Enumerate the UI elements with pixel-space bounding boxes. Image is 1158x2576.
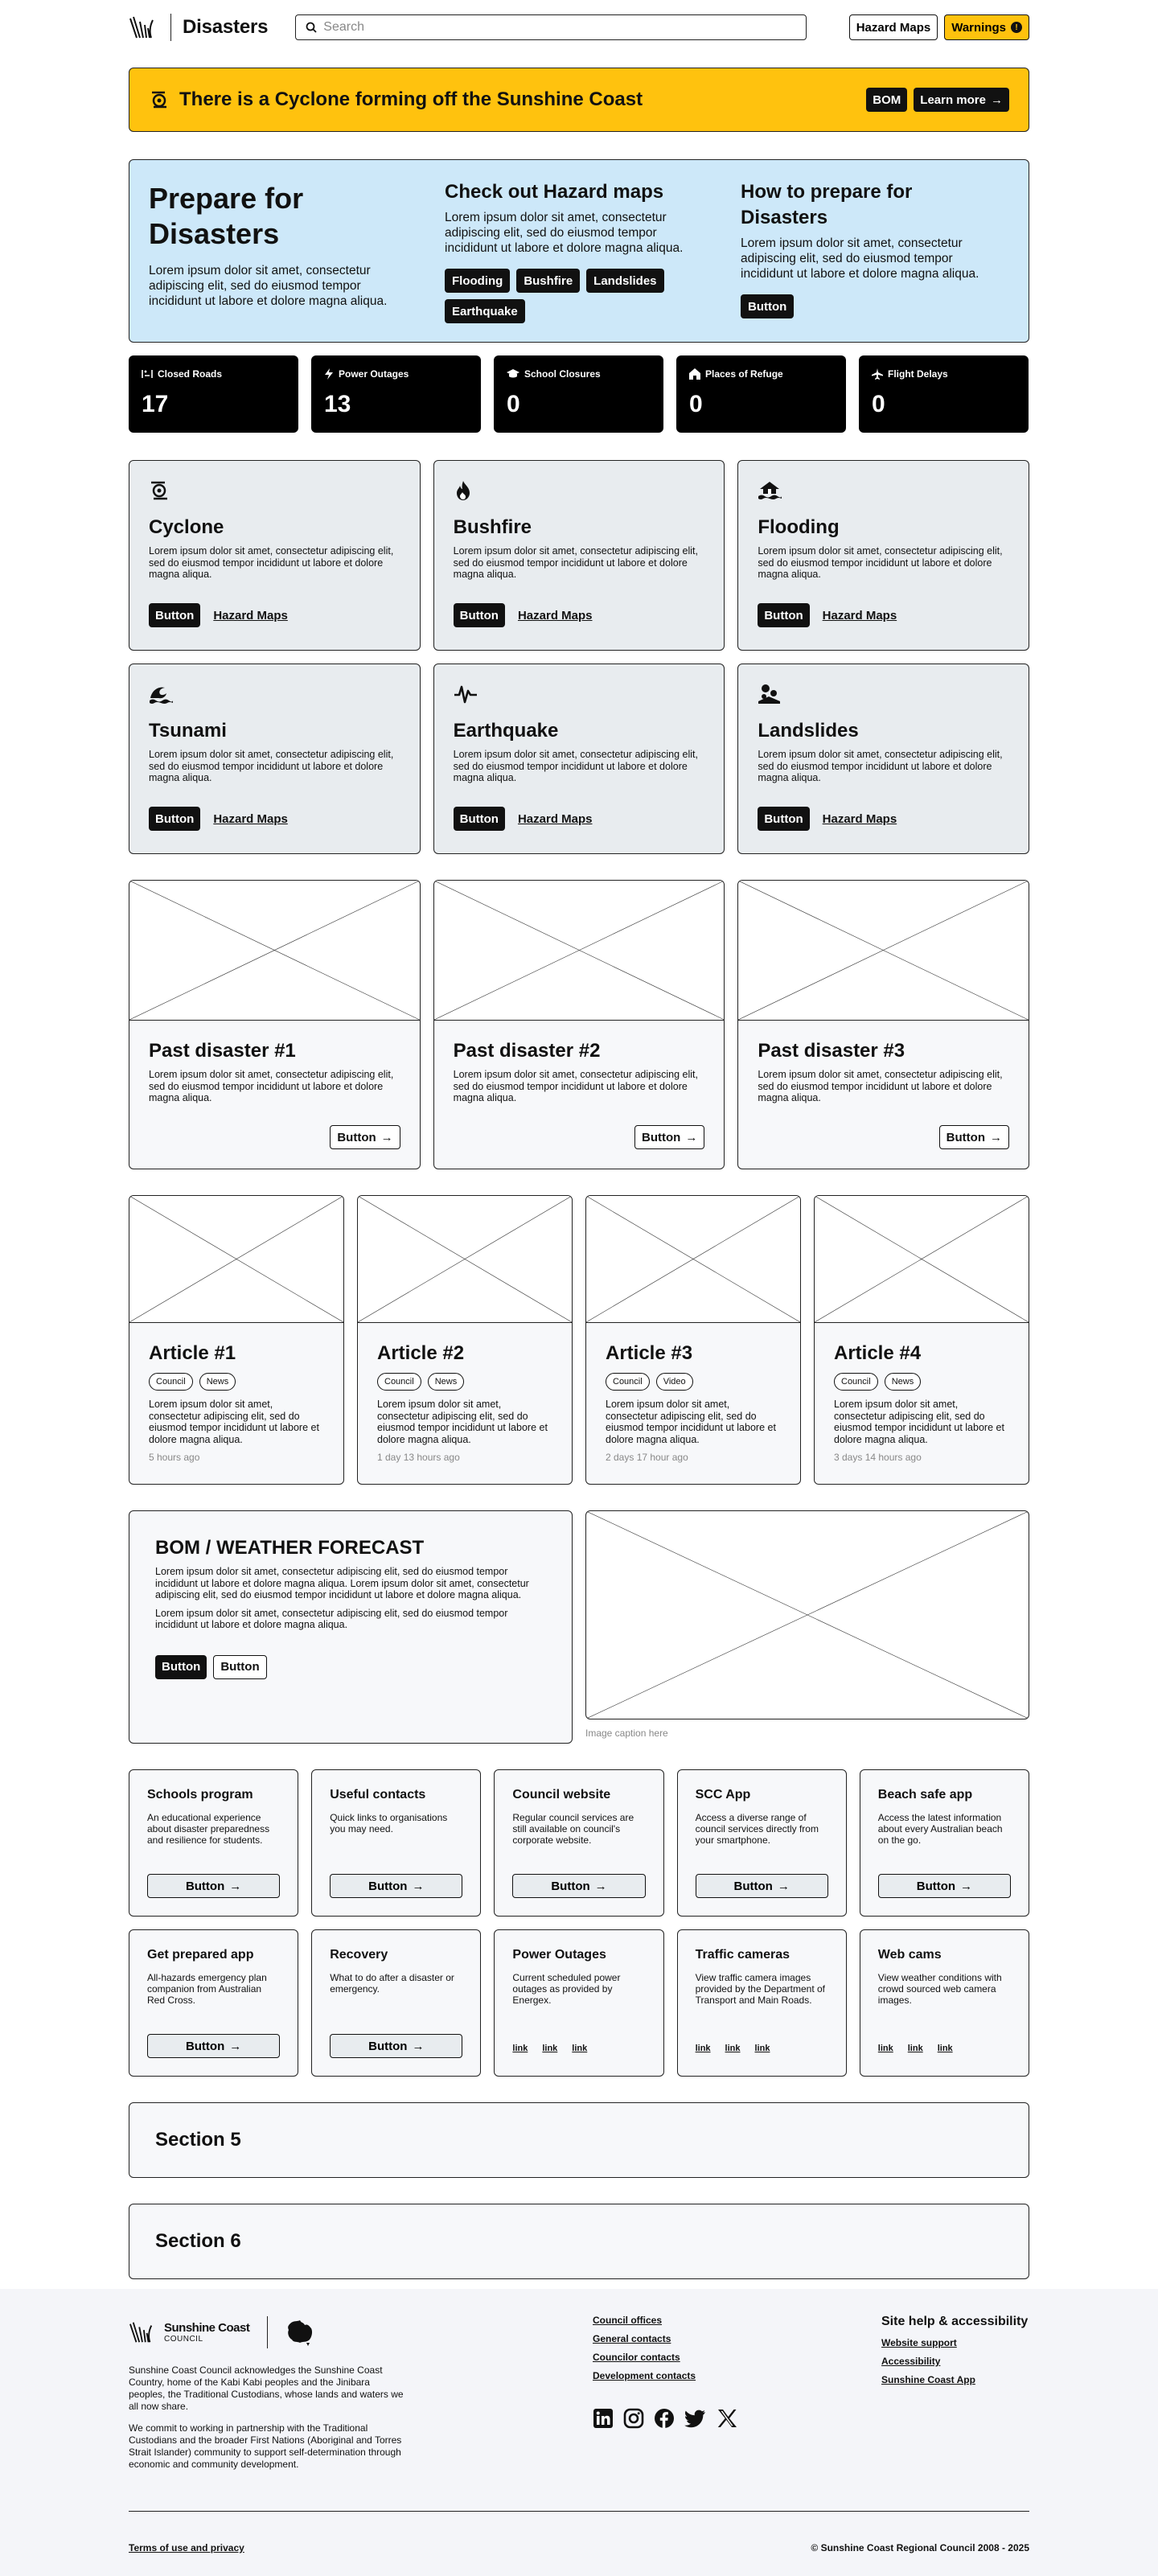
resource-card-scc-app — [677, 1769, 847, 1917]
footer-logo-sub: COUNCIL — [164, 2335, 203, 2344]
hazard-desc: Lorem ipsum dolor sit amet, consectetur adipiscing elit, sed do eiusmod tempor incididunt ut labore et dolore magna aliqua. — [758, 545, 1003, 580]
stat-places-of-refuge[interactable] — [676, 355, 846, 433]
arrow-right-icon: → — [229, 2039, 242, 2053]
hazard-desc: Lorem ipsum dolor sit amet, consectetur adipiscing elit, sed do eiusmod tempor incididunt ut labore et dolore magna aliqua. — [149, 749, 394, 783]
resource-desc: All-hazards emergency plan companion from Australian Red Cross. — [147, 1972, 267, 2006]
stat-label: Closed Roads — [158, 368, 223, 380]
landslide-icon — [758, 684, 782, 705]
article-desc: Lorem ipsum dolor sit amet, consectetur adipiscing elit, sed do eiusmod tempor incididunt ut labore et dolore magna aliqua. — [149, 1399, 319, 1445]
bom-button[interactable]: BOM — [866, 88, 907, 112]
warnings-label: Warnings — [951, 20, 1006, 35]
image-placeholder — [586, 1196, 800, 1323]
article-tag[interactable]: Council — [377, 1373, 421, 1391]
past-disasters-grid — [129, 880, 1029, 1169]
stat-label: School Closures — [524, 368, 601, 380]
alert-text: There is a Cyclone forming off the Sunshine Coast — [179, 88, 643, 110]
how-to-prepare-title: How to prepare for Disasters — [741, 181, 913, 228]
footer-help-links — [881, 2315, 1028, 2393]
button-label: Button — [733, 1879, 773, 1893]
resource-desc: View weather conditions with crowd sourced web camera images. — [877, 1972, 1002, 2006]
arrow-right-icon: → — [989, 1130, 1002, 1144]
resource-button[interactable] — [330, 2034, 462, 2058]
resource-link[interactable]: link — [937, 2044, 953, 2053]
hazard-desc: Lorem ipsum dolor sit amet, consectetur adipiscing elit, sed do eiusmod tempor incididunt ut labore et dolore magna aliqua. — [758, 749, 1003, 783]
resource-title: Power Outages — [512, 1948, 606, 1962]
how-to-prepare-button[interactable]: Button — [741, 294, 794, 318]
bom-image-placeholder — [585, 1510, 1029, 1719]
button-label: Button — [916, 1879, 956, 1893]
council-logo-icon — [129, 2319, 156, 2345]
footer-link-council-offices[interactable]: Council offices — [593, 2315, 663, 2326]
resource-card-schools-program — [129, 1769, 298, 1917]
past-disaster-button[interactable] — [330, 1125, 400, 1149]
article-tag[interactable]: News — [428, 1373, 465, 1391]
prepare-title: Prepare for Disasters — [149, 182, 304, 250]
twitter-icon[interactable] — [684, 2408, 707, 2429]
hazard-desc: Lorem ipsum dolor sit amet, consectetur adipiscing elit, sed do eiusmod tempor incididunt ut labore et dolore magna aliqua. — [453, 545, 698, 580]
resource-link[interactable]: link — [877, 2044, 893, 2053]
article-time: 5 hours ago — [149, 1452, 200, 1463]
article-title: Article #2 — [377, 1342, 465, 1364]
button-label: Button — [185, 2039, 225, 2053]
resource-card-beach-safe-app — [860, 1769, 1029, 1917]
article-title: Article #1 — [149, 1342, 236, 1364]
resource-title: Council website — [512, 1788, 611, 1802]
hazard-title: Earthquake — [453, 720, 559, 742]
past-disaster-card — [433, 880, 725, 1169]
footer-link-development-contacts[interactable]: Development contacts — [593, 2370, 696, 2381]
warnings-button[interactable] — [944, 14, 1029, 40]
tag-flooding[interactable]: Flooding — [445, 269, 510, 293]
resource-card-web-cams — [860, 1929, 1029, 2077]
cyclone-icon — [149, 480, 173, 501]
hazard-maps-link[interactable]: Hazard Maps — [213, 608, 288, 622]
arrow-right-icon: → — [960, 1879, 973, 1893]
arrow-right-icon: → — [777, 1879, 790, 1893]
bom-paragraph: Lorem ipsum dolor sit amet, consectetur adipiscing elit, sed do eiusmod tempor incididunt ut labore et dolore magna aliqua. Lorem ipsum dolor sit amet, consectetur adipiscing elit, sed do eiusmod tempor incididunt ut labore et dolore magna aliqua. — [155, 1566, 529, 1600]
image-placeholder — [129, 881, 420, 1021]
resource-link[interactable]: link — [512, 2044, 528, 2053]
resource-desc: Quick links to organisations you may need. — [330, 1812, 448, 1834]
hazard-title: Landslides — [758, 720, 859, 742]
article-time: 3 days 14 hours ago — [834, 1452, 922, 1463]
site-title[interactable]: Disasters — [183, 16, 269, 38]
arrow-right-icon: → — [380, 1130, 393, 1144]
bom-primary-button[interactable]: Button — [155, 1655, 207, 1679]
hazard-card-flooding — [737, 460, 1029, 651]
resource-link[interactable]: link — [754, 2044, 770, 2053]
hazard-maps-link[interactable]: Hazard Maps — [517, 608, 593, 622]
arrow-right-icon: → — [229, 1879, 242, 1893]
article-card[interactable] — [814, 1195, 1029, 1485]
articles-grid — [129, 1195, 1029, 1485]
stat-value: 0 — [872, 391, 885, 417]
article-time: 1 day 13 hours ago — [377, 1452, 460, 1463]
article-card[interactable] — [129, 1195, 344, 1485]
arrow-right-icon: → — [412, 1879, 425, 1893]
australia-crest-icon — [285, 2319, 314, 2346]
hazard-card-landslides — [737, 664, 1029, 854]
button-label: Button — [551, 1879, 590, 1893]
resource-desc: An educational experience about disaster preparedness and resilience for students. — [147, 1812, 270, 1846]
hazard-button[interactable]: Button — [454, 807, 505, 831]
learn-more-label: Learn more — [920, 92, 986, 107]
terms-link[interactable]: Terms of use and privacy — [129, 2542, 244, 2553]
tag-landslides[interactable]: Landslides — [586, 269, 663, 293]
site-footer — [0, 2289, 1158, 2576]
prepare-body: Lorem ipsum dolor sit amet, consectetur adipiscing elit, sed do eiusmod tempor incididunt ut labore et dolore magna aliqua. — [149, 264, 388, 308]
header-divider — [170, 14, 171, 41]
resource-desc: Regular council services are still available on council's corporate website. — [512, 1812, 634, 1846]
hazard-title: Cyclone — [149, 516, 224, 538]
cyclone-icon — [149, 89, 170, 110]
article-tag[interactable]: Council — [149, 1373, 193, 1391]
footer-logo[interactable] — [129, 2316, 314, 2348]
x-icon[interactable] — [717, 2408, 737, 2429]
resource-desc: What to do after a disaster or emergency. — [330, 1972, 454, 1995]
hazard-maps-link[interactable]: Hazard Maps — [517, 811, 593, 826]
section-6: Section 6 — [129, 2204, 1029, 2279]
stat-school-closures[interactable] — [494, 355, 663, 433]
hazard-button[interactable]: Button — [149, 603, 200, 627]
tag-earthquake[interactable]: Earthquake — [445, 299, 525, 323]
article-tag[interactable]: News — [199, 1373, 236, 1391]
past-disaster-button[interactable] — [634, 1125, 704, 1149]
button-label: Button — [337, 1130, 376, 1144]
site-header — [129, 0, 1029, 55]
hazard-title: Bushfire — [453, 516, 532, 538]
resource-button[interactable] — [878, 1874, 1011, 1898]
article-card[interactable] — [585, 1195, 801, 1485]
footer-link-sunshine-coast-app[interactable]: Sunshine Coast App — [881, 2374, 975, 2385]
bom-title: BOM / WEATHER FORECAST — [155, 1537, 425, 1559]
resource-card-useful-contacts — [311, 1769, 481, 1917]
resource-button[interactable] — [147, 1874, 280, 1898]
search-input[interactable] — [323, 20, 796, 35]
stat-value: 0 — [507, 391, 520, 417]
past-disaster-title: Past disaster #3 — [758, 1040, 905, 1062]
section-5: Section 5 — [129, 2102, 1029, 2178]
resource-link[interactable]: link — [907, 2044, 923, 2053]
image-placeholder — [358, 1196, 572, 1323]
hazard-maps-title: Check out Hazard maps — [445, 181, 664, 203]
lightning-icon — [324, 368, 334, 380]
resource-desc: Current scheduled power outages as provided by Energex. — [512, 1972, 621, 2006]
bom-paragraph: Lorem ipsum dolor sit amet, consectetur adipiscing elit, sed do eiusmod tempor incididunt ut labore et dolore magna aliqua. — [155, 1607, 508, 1630]
article-desc: Lorem ipsum dolor sit amet, consectetur adipiscing elit, sed do eiusmod tempor incididunt ut labore et dolore magna aliqua. — [606, 1399, 776, 1445]
search-bar[interactable] — [295, 14, 807, 40]
image-placeholder — [815, 1196, 1029, 1323]
stat-closed-roads[interactable] — [129, 355, 298, 433]
resource-title: Schools program — [147, 1788, 253, 1802]
resource-card-council-website — [494, 1769, 663, 1917]
footer-divider — [129, 2511, 1029, 2512]
hazard-maps-body: Lorem ipsum dolor sit amet, consectetur adipiscing elit, sed do eiusmod tempor incididunt ut labore et dolore magna aliqua. — [445, 211, 684, 255]
hazard-desc: Lorem ipsum dolor sit amet, consectetur adipiscing elit, sed do eiusmod tempor incididunt ut labore et dolore magna aliqua. — [149, 545, 394, 580]
hazard-title: Flooding — [758, 516, 840, 538]
instagram-icon[interactable] — [623, 2408, 644, 2429]
button-label: Button — [185, 1879, 225, 1893]
resource-link[interactable]: link — [572, 2044, 588, 2053]
resource-button[interactable] — [512, 1874, 645, 1898]
commitment-text: We commit to working in partnership with the Traditional Custodians and the broader First Nations (Aboriginal and Torres Strait Islander) community to support self-determination through economic and community development. — [129, 2422, 402, 2470]
stat-value: 0 — [689, 391, 703, 417]
hazard-button[interactable]: Button — [758, 807, 809, 831]
resource-title: Beach safe app — [877, 1788, 973, 1802]
resource-desc: Access a diverse range of council services directly from your smartphone. — [695, 1812, 819, 1846]
linkedin-icon[interactable] — [593, 2408, 614, 2429]
arrow-right-icon: → — [685, 1130, 698, 1144]
arrow-right-icon: → — [412, 2039, 425, 2053]
fire-icon — [454, 480, 478, 501]
footer-logo-name: Sunshine Coast — [164, 2321, 250, 2335]
shelter-icon — [689, 368, 700, 380]
warning-icon: ! — [1011, 22, 1022, 33]
hazard-card-earthquake — [433, 664, 725, 854]
footer-link-councilor-contacts[interactable]: Councilor contacts — [593, 2352, 680, 2363]
image-caption: Image caption here — [585, 1728, 668, 1739]
social-links — [593, 2408, 737, 2429]
resource-card-recovery — [311, 1929, 481, 2077]
acknowledgement-text: Sunshine Coast Council acknowledges the Sunshine Coast Country, home of the Kabi Kabi peoples and the Jinibara peoples, the Traditional Custodians, whose lands and waters we all now share. — [129, 2364, 404, 2412]
hazard-desc: Lorem ipsum dolor sit amet, consectetur adipiscing elit, sed do eiusmod tempor incididunt ut labore et dolore magna aliqua. — [453, 749, 698, 783]
past-disaster-button[interactable] — [939, 1125, 1009, 1149]
copyright-text: © Sunshine Coast Regional Council 2008 - 2025 — [811, 2542, 1029, 2553]
image-placeholder — [129, 1196, 343, 1323]
resource-title: Recovery — [330, 1948, 388, 1962]
resource-button[interactable] — [696, 1874, 828, 1898]
resource-title: SCC App — [695, 1788, 751, 1802]
resource-card-get-prepared-app — [129, 1929, 298, 2077]
arrow-right-icon: → — [594, 1879, 607, 1893]
resource-title: Useful contacts — [330, 1788, 426, 1802]
article-title: Article #3 — [606, 1342, 693, 1364]
article-tag[interactable]: Video — [656, 1373, 693, 1391]
past-disaster-title: Past disaster #1 — [149, 1040, 296, 1062]
road-closed-icon — [142, 369, 153, 379]
hazard-grid — [129, 460, 1029, 854]
stat-power-outages[interactable] — [311, 355, 481, 433]
resource-desc: Access the latest information about every Australian beach on the go. — [877, 1812, 1003, 1846]
button-label: Button — [368, 2039, 408, 2053]
flood-icon — [758, 480, 782, 501]
past-disaster-title: Past disaster #2 — [453, 1040, 601, 1062]
bom-forecast-card — [129, 1510, 573, 1744]
footer-help-title: Site help & accessibility — [881, 2315, 1029, 2328]
footer-contacts-links — [593, 2315, 696, 2389]
footer-link-general-contacts[interactable]: General contacts — [593, 2333, 671, 2344]
school-icon — [507, 369, 519, 379]
hazard-maps-link[interactable]: Hazard Maps — [822, 608, 897, 622]
search-icon — [306, 22, 317, 33]
stat-flight-delays[interactable] — [859, 355, 1029, 433]
image-placeholder — [434, 881, 725, 1021]
prepare-section — [129, 159, 1029, 343]
footer-logo-divider — [267, 2316, 268, 2348]
resource-button[interactable] — [330, 1874, 462, 1898]
resource-title: Traffic cameras — [695, 1948, 790, 1962]
hazard-card-tsunami — [129, 664, 421, 854]
stat-value: 17 — [142, 391, 169, 417]
hazard-button[interactable]: Button — [758, 603, 809, 627]
button-label: Button — [368, 1879, 408, 1893]
article-title: Article #4 — [834, 1342, 922, 1364]
tag-bushfire[interactable]: Bushfire — [516, 269, 580, 293]
article-card[interactable] — [357, 1195, 573, 1485]
resource-button[interactable] — [147, 2034, 280, 2058]
cyclone-alert-banner — [129, 68, 1029, 132]
article-tag[interactable]: News — [885, 1373, 922, 1391]
tsunami-icon — [149, 684, 173, 705]
hazard-card-cyclone — [129, 460, 421, 651]
resource-card-power-outages — [494, 1929, 663, 2077]
plane-icon — [872, 368, 883, 380]
article-desc: Lorem ipsum dolor sit amet, consectetur adipiscing elit, sed do eiusmod tempor incididunt ut labore et dolore magna aliqua. — [377, 1399, 548, 1445]
how-to-prepare-body: Lorem ipsum dolor sit amet, consectetur adipiscing elit, sed do eiusmod tempor incididunt ut labore et dolore magna aliqua. — [741, 236, 979, 281]
stat-label: Flight Delays — [888, 368, 948, 380]
earthquake-icon — [454, 684, 478, 705]
learn-more-button[interactable] — [914, 88, 1009, 112]
council-logo-icon[interactable] — [129, 12, 159, 43]
past-disaster-card — [129, 880, 421, 1169]
resource-link[interactable]: link — [695, 2044, 711, 2053]
stat-label: Power Outages — [339, 368, 409, 380]
hazard-title: Tsunami — [149, 720, 227, 742]
resources-grid — [129, 1769, 1029, 2077]
stat-label: Places of Refuge — [705, 368, 783, 380]
button-label: Button — [946, 1130, 985, 1144]
article-tag[interactable]: Council — [834, 1373, 878, 1391]
facebook-icon[interactable] — [654, 2408, 675, 2429]
resource-link[interactable]: link — [725, 2044, 741, 2053]
article-desc: Lorem ipsum dolor sit amet, consectetur adipiscing elit, sed do eiusmod tempor incididunt ut labore et dolore magna aliqua. — [834, 1399, 1004, 1445]
article-tag[interactable]: Council — [606, 1373, 650, 1391]
footer-link-website-support[interactable]: Website support — [881, 2337, 957, 2348]
stat-value: 13 — [324, 391, 351, 417]
hazard-button[interactable]: Button — [149, 807, 200, 831]
past-disaster-desc: Lorem ipsum dolor sit amet, consectetur adipiscing elit, sed do eiusmod tempor incididunt ut labore et dolore magna aliqua. — [758, 1069, 1003, 1103]
hazard-card-bushfire — [433, 460, 725, 651]
resource-card-traffic-cameras — [677, 1929, 847, 2077]
resource-title: Web cams — [877, 1948, 942, 1962]
past-disaster-desc: Lorem ipsum dolor sit amet, consectetur adipiscing elit, sed do eiusmod tempor incididunt ut labore et dolore magna aliqua. — [149, 1069, 394, 1103]
past-disaster-card — [737, 880, 1029, 1169]
resource-title: Get prepared app — [147, 1948, 254, 1962]
article-time: 2 days 17 hour ago — [606, 1452, 688, 1463]
resource-link[interactable]: link — [542, 2044, 558, 2053]
image-placeholder — [738, 881, 1029, 1021]
resource-desc: View traffic camera images provided by the Department of Transport and Main Roads. — [695, 1972, 826, 2006]
hazard-maps-link[interactable]: Hazard Maps — [213, 811, 288, 826]
hazard-button[interactable]: Button — [454, 603, 505, 627]
hazard-maps-button[interactable]: Hazard Maps — [849, 14, 938, 40]
button-label: Button — [642, 1130, 681, 1144]
past-disaster-desc: Lorem ipsum dolor sit amet, consectetur adipiscing elit, sed do eiusmod tempor incididunt ut labore et dolore magna aliqua. — [453, 1069, 698, 1103]
arrow-right-icon: → — [991, 92, 1003, 107]
bom-secondary-button[interactable]: Button — [213, 1655, 266, 1679]
hazard-maps-link[interactable]: Hazard Maps — [822, 811, 897, 826]
stats-row — [129, 355, 1029, 433]
bom-forecast-section — [129, 1510, 1029, 1744]
footer-link-accessibility[interactable]: Accessibility — [881, 2356, 941, 2367]
